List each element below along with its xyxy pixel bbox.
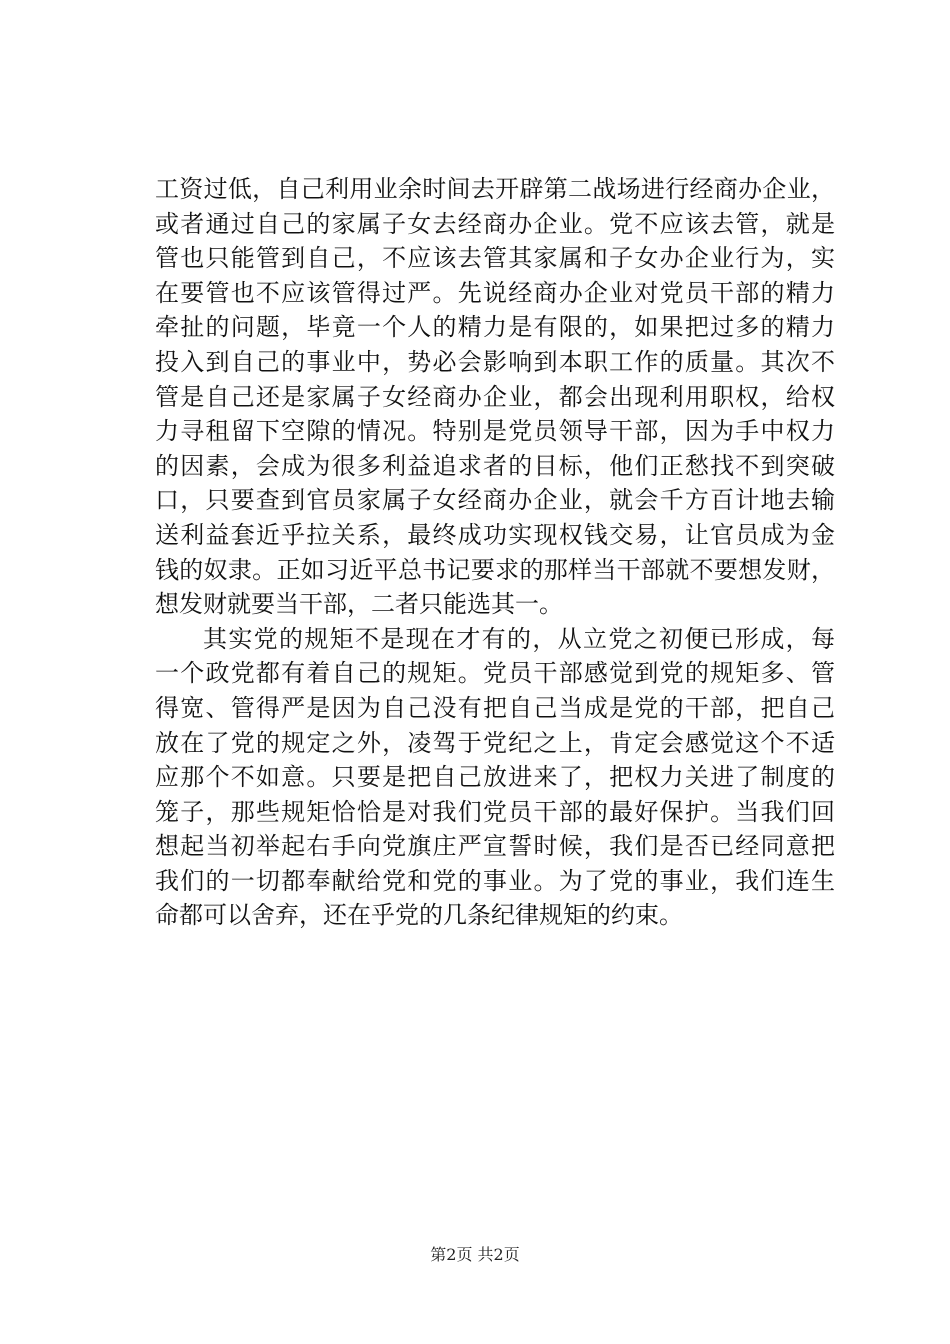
document-body [155, 172, 835, 933]
paragraph-end-line: 命都可以舍弃，还在乎党的几条纪律规矩的约束。 [155, 901, 683, 930]
paragraph-first-line: 其实党的规矩不是现在才有的，从立党之初便已形成，每 [203, 624, 835, 653]
page-number-label: 第2页 共2页 [430, 1245, 520, 1264]
page-footer [0, 1244, 950, 1266]
text-line: 管也只能管到自己，不应该去管其家属和子女办企业行为，实 [155, 244, 835, 273]
text-line: 想起当初举起右手向党旗庄严宣誓时候，我们是否已经同意把 [155, 832, 835, 861]
text-line: 得宽、管得严是因为自己没有把自己当成是党的干部，把自己 [155, 693, 835, 722]
text-line: 笼子，那些规矩恰恰是对我们党员干部的最好保护。当我们回 [155, 797, 835, 826]
text-line: 管是自己还是家属子女经商办企业，都会出现利用职权，给权 [155, 382, 835, 411]
text-line: 一个政党都有着自己的规矩。党员干部感觉到党的规矩多、管 [155, 659, 835, 688]
text-line: 力寻租留下空隙的情况。特别是党员领导干部，因为手中权力 [155, 417, 835, 446]
text-line: 应那个不如意。只要是把自己放进来了，把权力关进了制度的 [155, 763, 835, 792]
text-line: 投入到自己的事业中，势必会影响到本职工作的质量。其次不 [155, 347, 835, 376]
text-line: 送利益套近乎拉关系，最终成功实现权钱交易，让官员成为金 [155, 520, 835, 549]
text-line: 钱的奴隶。正如习近平总书记要求的那样当干部就不要想发财， [155, 555, 835, 584]
text-line: 我们的一切都奉献给党和党的事业。为了党的事业，我们连生 [155, 866, 835, 895]
text-line: 在要管也不应该管得过严。先说经商办企业对党员干部的精力 [155, 278, 835, 307]
paragraph-end-line: 想发财就要当干部，二者只能选其一。 [155, 590, 563, 619]
text-line: 放在了党的规定之外，凌驾于党纪之上，肯定会感觉这个不适 [155, 728, 835, 757]
text-line: 牵扯的问题，毕竟一个人的精力是有限的，如果把过多的精力 [155, 313, 835, 342]
text-line: 的因素，会成为很多利益追求者的目标，他们正愁找不到突破 [155, 451, 835, 480]
text-line: 口，只要查到官员家属子女经商办企业，就会千方百计地去输 [155, 486, 835, 515]
text-line: 工资过低，自己利用业余时间去开辟第二战场进行经商办企业， [155, 175, 835, 203]
text-line: 或者通过自己的家属子女去经商办企业。党不应该去管，就是 [155, 209, 835, 238]
